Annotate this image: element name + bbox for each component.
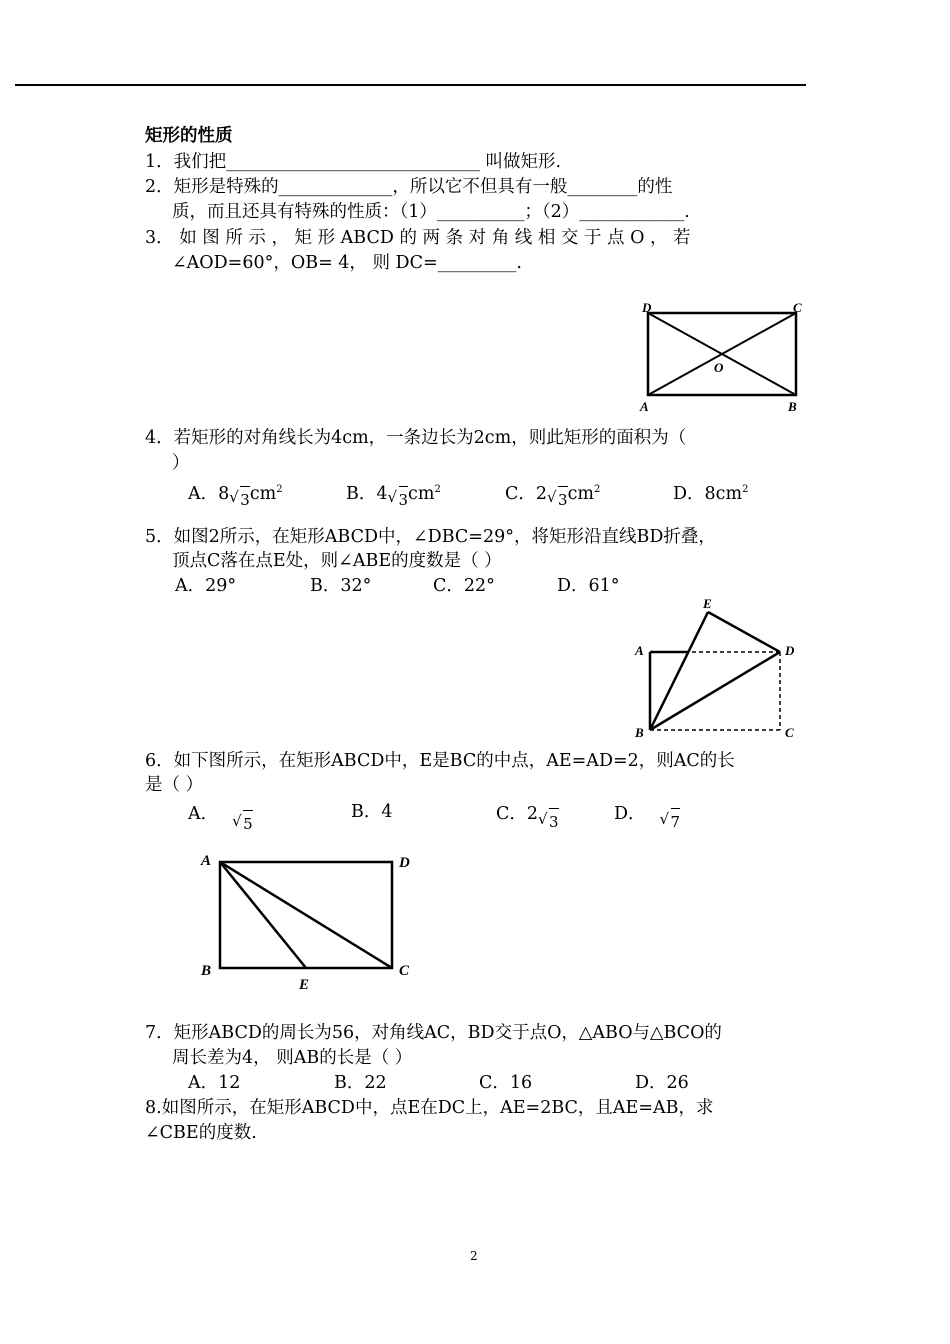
question-5-line-2: 顶点C落在点E处，则∠ABE的度数是（ ）: [172, 551, 502, 571]
q6-option-c: C．2√ 3: [496, 800, 559, 826]
fig2-label-e: E: [703, 596, 712, 611]
question-6-line-2: 是（ ）: [145, 775, 204, 795]
question-3-line-1: 3． 如 图 所 示 ， 矩 形 ABCD 的 两 条 对 角 线 相 交 于 点 O ， 若: [145, 228, 691, 248]
question-8-line-2: ∠CBE的度数.: [145, 1123, 257, 1143]
q6-option-d: D．√ 7: [614, 800, 666, 826]
question-1: 1．我们把_____________________________ 叫做矩形.: [145, 152, 562, 172]
q4-option-b: B．4√ $3cm^2$: [346, 478, 441, 506]
q5-option-b: B．32°: [310, 576, 372, 596]
fig1-label-a: A: [640, 399, 649, 414]
q4-option-d: D．$8cm^2$: [673, 483, 749, 504]
q7-option-d: D．26: [635, 1073, 689, 1093]
section-title: 矩形的性质: [145, 126, 233, 146]
fig2-label-b: B: [635, 725, 644, 740]
fig1-label-c: C: [793, 300, 802, 315]
fig3-label-b: B: [201, 963, 212, 979]
header-rule: [15, 84, 806, 86]
question-2-line-1: 2．矩形是特殊的_____________，所以它不但具有一般________的性: [145, 177, 673, 197]
fig2-label-a: A: [635, 643, 644, 658]
question-3-line-2: ∠AOD=60°，OB= 4， 则 DC=_________.: [172, 253, 522, 273]
q5-option-a: A．29°: [175, 576, 237, 596]
page-number: 2: [470, 1249, 478, 1263]
fig1-label-d: D: [642, 300, 652, 315]
fig2-label-d: D: [785, 643, 795, 658]
fig3-label-c: C: [399, 963, 410, 979]
question-7-line-1: 7．矩形ABCD的周长为56，对角线AC，BD交于点O，△ABO与△BCO的: [145, 1023, 722, 1043]
question-8-line-1: 8.如图所示，在矩形ABCD中，点E在DC上，AE=2BC，且AE=AB，求: [145, 1098, 714, 1118]
figure-rectangle-diagonals: [638, 300, 808, 415]
q7-option-b: B．22: [334, 1073, 387, 1093]
q4-option-a: A．8√ $3cm^2$: [188, 478, 283, 506]
fig3-label-d: D: [399, 855, 410, 871]
figure-rectangle-midpoint: [195, 845, 425, 995]
figure-folded-rectangle: [630, 595, 810, 740]
fig3-label-e: E: [299, 977, 310, 993]
question-6-line-1: 6．如下图所示，在矩形ABCD中，E是BC的中点，AE=AD=2，则AC的长: [145, 751, 735, 771]
fig3-label-a: A: [201, 853, 212, 869]
q7-option-c: C．16: [479, 1073, 533, 1093]
question-5-line-1: 5．如图2所示，在矩形ABCD中，∠DBC=29°，将矩形沿直线BD折叠，: [145, 527, 716, 547]
q6-option-b: B．4: [351, 802, 393, 822]
fig2-label-c: C: [785, 725, 794, 740]
q4-option-c: C．2√ $3cm^2$: [505, 478, 600, 506]
question-2-line-2: 质，而且还具有特殊的性质：（1）__________；（2）____________.: [172, 202, 690, 222]
q5-option-d: D．61°: [557, 576, 620, 596]
question-7-line-2: 周长差为4， 则AB的长是（ ）: [172, 1048, 413, 1068]
fig1-label-o: O: [714, 360, 724, 375]
q7-option-a: A．12: [188, 1073, 241, 1093]
q6-option-a: A．√ 5: [188, 800, 239, 826]
fig1-label-b: B: [788, 399, 797, 414]
question-4-line-1: 4．若矩形的对角线长为4cm，一条边长为2cm，则此矩形的面积为（: [145, 428, 687, 448]
q5-option-c: C．22°: [433, 576, 495, 596]
question-4-line-2: ）: [172, 453, 190, 473]
